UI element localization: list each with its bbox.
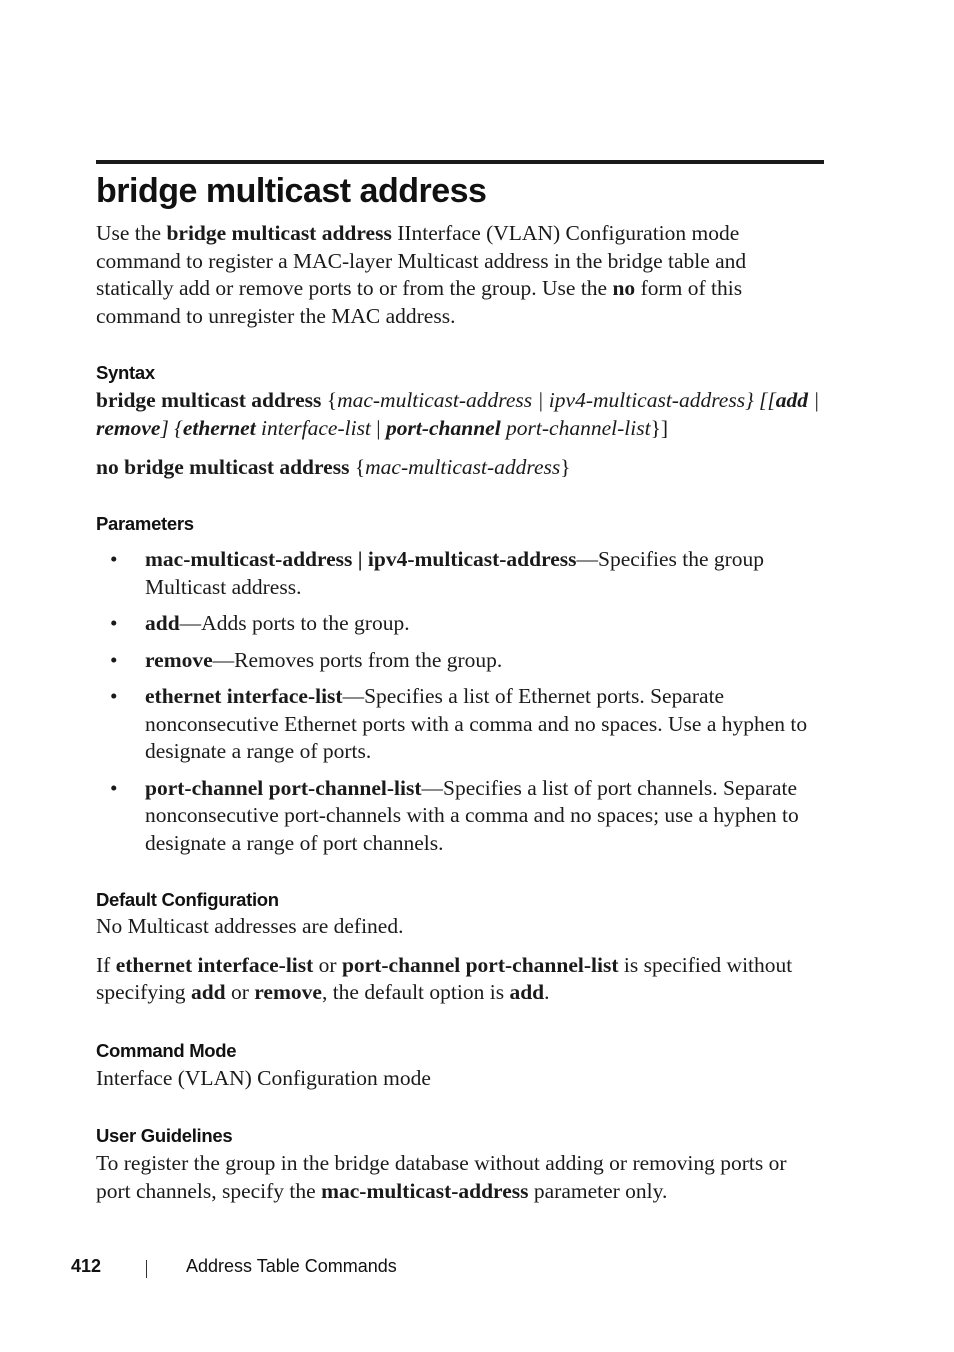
- list-item: • port-channel port-channel-list—Specifies a list of port channels. Separate nonconsecutive port-channels with a comma and no spaces; use a hyphen to designate a range of port channels.: [110, 775, 799, 855]
- page-title: bridge multicast address: [96, 172, 487, 210]
- bullet-icon: •: [110, 684, 118, 708]
- footer-divider: [146, 1260, 147, 1278]
- parameters-list: [96, 546, 824, 866]
- command-mode-heading: Command Mode: [96, 1040, 237, 1061]
- user-guidelines-body: To register the group in the bridge database without adding or removing ports or port channels, specify the mac-multicast-address parameter only.: [96, 1151, 787, 1203]
- default-configuration-body: No Multicast addresses are defined. If ethernet interface-list or port-channel port-channel-list is specified without specifying add or remove, the default option is add.: [96, 914, 793, 1004]
- bullet-icon: •: [110, 547, 118, 571]
- parameters-heading: Parameters: [96, 513, 194, 534]
- bullet-icon: •: [110, 611, 118, 635]
- chapter-title: Address Table Commands: [186, 1256, 397, 1276]
- list-item: • mac-multicast-address | ipv4-multicast-address—Specifies the group Multicast address.: [110, 547, 765, 599]
- syntax-heading: Syntax: [96, 362, 155, 383]
- syntax-line-2: no bridge multicast address {mac-multicast-address}: [96, 455, 571, 479]
- syntax-block: [96, 387, 824, 482]
- bullet-icon: •: [110, 775, 118, 800]
- list-item: • ethernet interface-list—Specifies a list of Ethernet ports. Separate nonconsecutive Ethernet ports with a comma and no spaces. Use a hyphen to designate a range of ports.: [110, 684, 808, 763]
- page-number: 412: [71, 1256, 102, 1276]
- command-mode-body: Interface (VLAN) Configuration mode: [96, 1066, 431, 1090]
- bullet-icon: •: [110, 647, 118, 672]
- default-configuration-heading: Default Configuration: [96, 889, 279, 910]
- list-item: • add—Adds ports to the group.: [96, 610, 824, 638]
- intro-paragraph: Use the bridge multicast address IInterface (VLAN) Configuration mode command to register a MAC-layer Multicast address in the bridge table and statically add or remove ports to or from the group. Use the no form of this command to unregister the MAC address.: [96, 221, 747, 328]
- user-guidelines-heading: User Guidelines: [96, 1125, 233, 1146]
- list-item: • remove—Removes ports from the group.: [96, 647, 824, 675]
- title-rule: [96, 160, 824, 164]
- syntax-line-1: bridge multicast address {mac-multicast-address | ipv4-multicast-address} [[add | remove] {ethernet interface-list | port-channel port-channel-list}]: [96, 388, 820, 440]
